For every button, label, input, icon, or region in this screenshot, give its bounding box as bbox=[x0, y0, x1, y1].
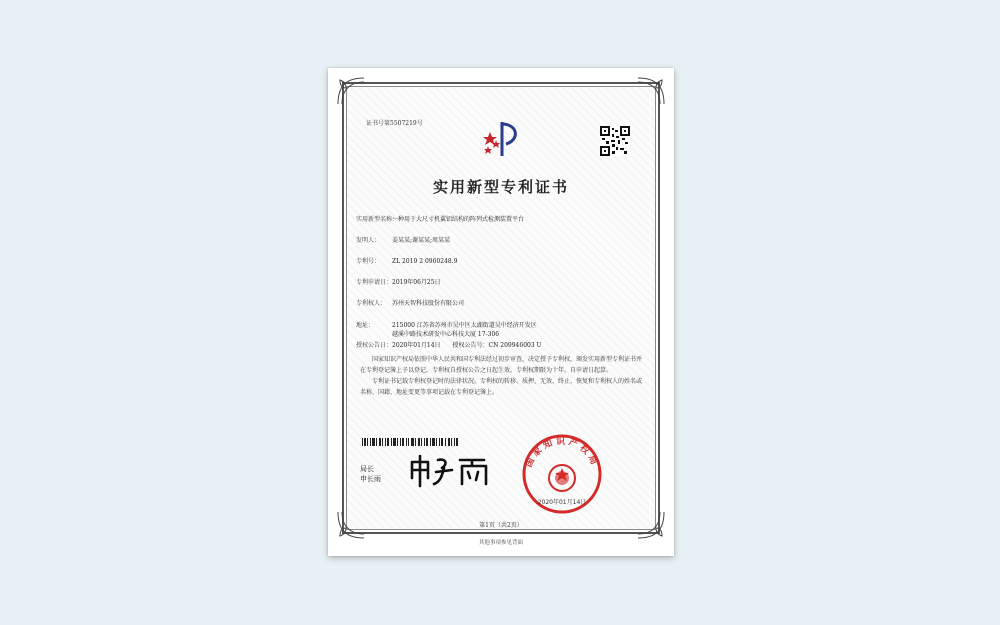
page-number: 第1页（共2页） bbox=[479, 522, 523, 529]
patent-office-emblem-icon bbox=[480, 118, 524, 160]
corner-ornament-icon bbox=[336, 76, 366, 106]
certificate-title: 实用新型专利证书 bbox=[432, 178, 569, 196]
field-address: 地址： 215000 江苏省苏州市吴中区太湖街道吴中经济开发区 bbox=[356, 322, 537, 329]
signatory-title: 局长 bbox=[360, 465, 374, 473]
certificate-body bbox=[360, 354, 642, 398]
certificate-paper bbox=[328, 68, 674, 556]
signatory-labels bbox=[360, 464, 381, 484]
field-grant-date: 授权公告日：2020年01月14日 授权公告号：CN 209946003 U bbox=[356, 342, 542, 349]
body-paragraph: 专利证书记载专利权登记时的法律状况。专利权的转移、质押、无效、终止、恢复和专利权人的姓名或名称、国籍、地址变更等事项记载在专利登记簿上。 bbox=[360, 378, 643, 396]
body-paragraph: 国家知识产权局依照中华人民共和国专利法经过初步审查，决定授予专利权，颁发实用新型专利证书并在专利登记簿上予以登记。专利权自授权公告之日起生效。专利权期限为十年，自申请日起算。 bbox=[360, 356, 643, 374]
footer-note: 其他事项参见背面 bbox=[478, 540, 523, 546]
field-utility-model-name: 实用新型名称：一种用于大尺寸机翼铝结构的阵列式检测装置平台 bbox=[356, 216, 525, 223]
field-address-line2: 越溪中路技术研发中心科技大厦 17-306 bbox=[392, 331, 500, 338]
qr-code-icon bbox=[600, 126, 630, 156]
field-inventors: 发明人： 姜某某;谢某某;周某某 bbox=[356, 237, 451, 244]
corner-ornament-icon bbox=[636, 76, 666, 106]
field-application-date: 专利申请日：2019年06月25日 bbox=[356, 279, 441, 286]
handwritten-signature bbox=[406, 452, 496, 488]
field-patent-number: 专利号： ZL 2019 2 0960248.9 bbox=[356, 258, 458, 265]
svg-text:国家知识产权局: 国家知识产权局 bbox=[524, 437, 600, 470]
official-seal-icon bbox=[516, 428, 608, 516]
barcode-icon bbox=[362, 438, 458, 446]
svg-text:2020年01月14日: 2020年01月14日 bbox=[537, 499, 587, 506]
signatory-name: 申长雨 bbox=[360, 475, 381, 483]
certificate-number: 证书号第5507219号 bbox=[366, 120, 423, 127]
field-patentee: 专利权人： 苏州天智科技股份有限公司 bbox=[356, 300, 465, 307]
